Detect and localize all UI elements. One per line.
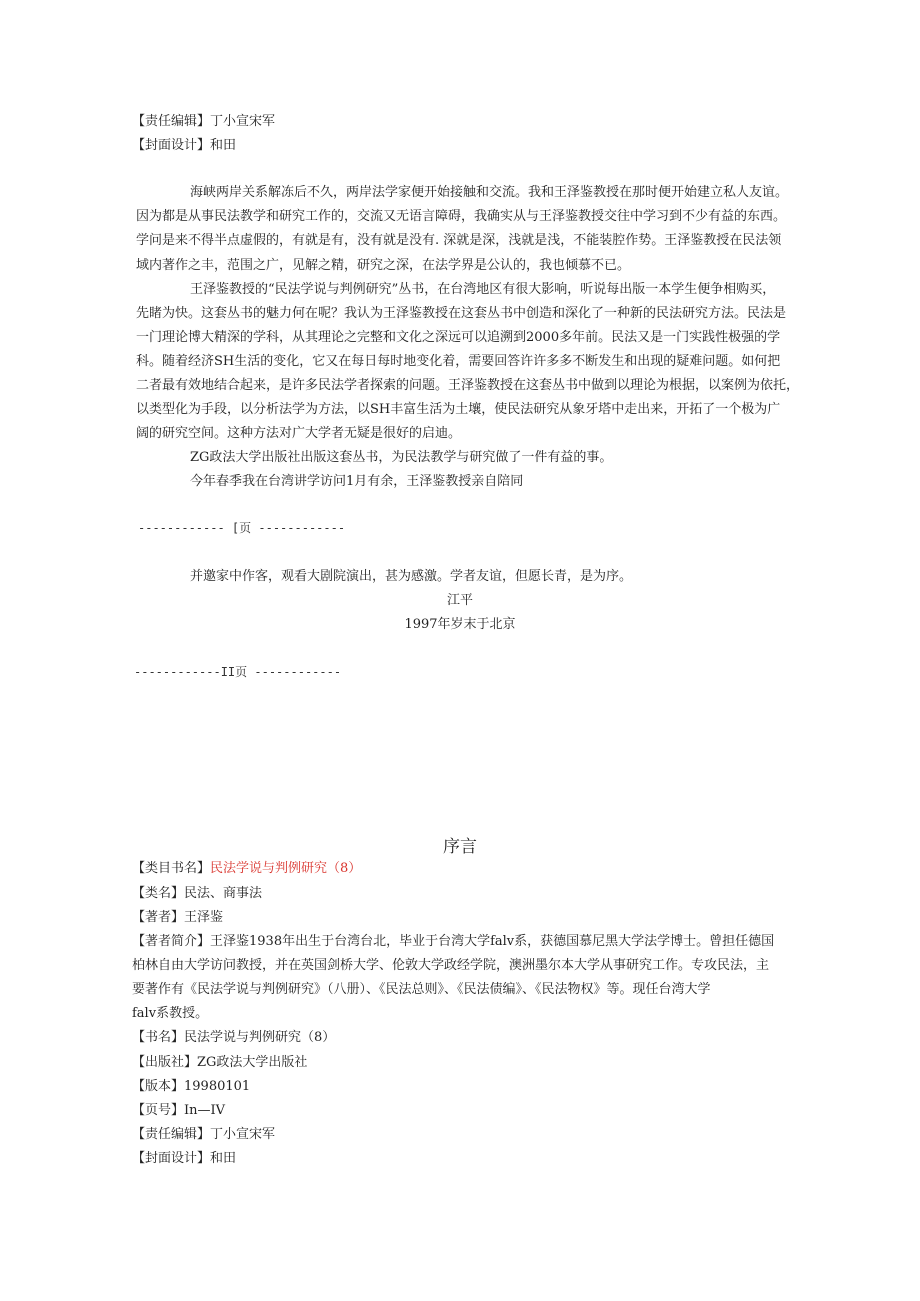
- author-bio-line: falv系教授。: [132, 1006, 209, 1021]
- paragraph-line: 一门理论博大精深的学科，从其理论之完整和文化之深远可以追溯到2000多年前。民法又是一门实践性极强的学: [136, 330, 781, 345]
- author-line: 【著者】王泽鉴: [132, 910, 224, 925]
- author-bio-line: 柏林自由大学访问教授，并在英国剑桥大学、伦敦大学政经学院，澳洲墨尔本大学从事研究工作。专攻民法，主: [132, 958, 770, 973]
- book-name-line: 【书名】民法学说与判例研究（8）: [132, 1030, 336, 1045]
- paragraph-line: 以类型化为手段，以分析法学为方法，以SH丰富生活为土壤，使民法研究从象牙塔中走出来，开拓了一个极为广: [136, 402, 781, 417]
- author-bio-line: 要著作有《民法学说与判例研究》（八册）、《民法总则》、《民法债编》、《民法物权》等。现任台湾大学: [132, 982, 711, 997]
- cover-designer-line: 【封面设计】和田: [132, 1151, 237, 1166]
- category-label: 【类目书名】: [132, 861, 211, 876]
- paragraph-line: 学问是来不得半点虚假的，有就是有，没有就是没有. 深就是深，浅就是浅，不能装腔作势。王泽鉴教授在民法领: [136, 233, 782, 248]
- page-number-line: 【页号】In—IV: [132, 1103, 226, 1118]
- section-title: 序言: [443, 837, 477, 857]
- signature: 江平: [446, 593, 473, 608]
- paragraph-line: 先睹为快。这套丛书的魅力何在呢？我认为王泽鉴教授在这套丛书中创造和深化了一种新的民法研究方法。民法是: [136, 306, 787, 321]
- paragraph-line: 今年春季我在台湾讲学访问1月有余，王泽鉴教授亲自陪同: [190, 474, 524, 489]
- paragraph-line: 因为都是从事民法教学和研究工作的，交流又无语言障碍，我确实从与王泽鉴教授交往中学习到不少有益的东西。: [136, 209, 787, 224]
- signature-date: 1997年岁末于北京: [404, 617, 516, 632]
- editor-line: 【责任编辑】丁小宣宋军: [132, 114, 276, 129]
- paragraph-line: 二者最有效地结合起来，是许多民法学者探索的问题。王泽鉴教授在这套丛书中做到以理论为根据，以案例为依托，: [136, 378, 800, 393]
- page-separator: ------------ [页 ------------: [138, 521, 346, 535]
- category-link[interactable]: 民法学说与判例研究（8）: [210, 861, 362, 876]
- paragraph-line: ZG政法大学出版社出版这套丛书，为民法教学与研究做了一件有益的事。: [190, 450, 613, 465]
- paragraph-line: 域内著作之丰，范围之广，见解之精，研究之深，在法学界是公认的，我也倾慕不已。: [136, 258, 631, 273]
- paragraph-line: 阔的研究空间。这种方法对广大学者无疑是很好的启迪。: [136, 426, 462, 441]
- class-line: 【类名】民法、商事法: [132, 886, 263, 901]
- editor-line: 【责任编辑】丁小宣宋军: [132, 1127, 276, 1142]
- page-separator: ------------II页 ------------: [134, 665, 342, 679]
- author-bio-line: 【著者简介】王泽鉴1938年出生于台湾台北，毕业于台湾大学falv系，获德国慕尼黑大学法学博士。曾担任德国: [132, 934, 775, 949]
- paragraph-line: 海峡两岸关系解冻后不久，两岸法学家便开始接触和交流。我和王泽鉴教授在那时便开始建立私人友谊。: [190, 185, 789, 200]
- cover-designer-line: 【封面设计】和田: [132, 138, 237, 153]
- category-line: [132, 860, 361, 878]
- paragraph-line: 王泽鉴教授的“民法学说与判例研究”丛书，在台湾地区有很大影响，听说每出版一本学生便争相购买，: [190, 282, 776, 297]
- paragraph-line: 科。随着经济SH生活的变化，它又在每日每时地变化着，需要回答许许多多不断发生和出现的疑难问题。如何把: [136, 354, 781, 369]
- paragraph-line: 并邀家中作客，观看大剧院演出，甚为感激。学者友谊，但愿长青，是为序。: [190, 569, 633, 584]
- publisher-line: 【出版社】ZG政法大学出版社: [132, 1055, 308, 1070]
- edition-line: 【版本】19980101: [132, 1079, 251, 1094]
